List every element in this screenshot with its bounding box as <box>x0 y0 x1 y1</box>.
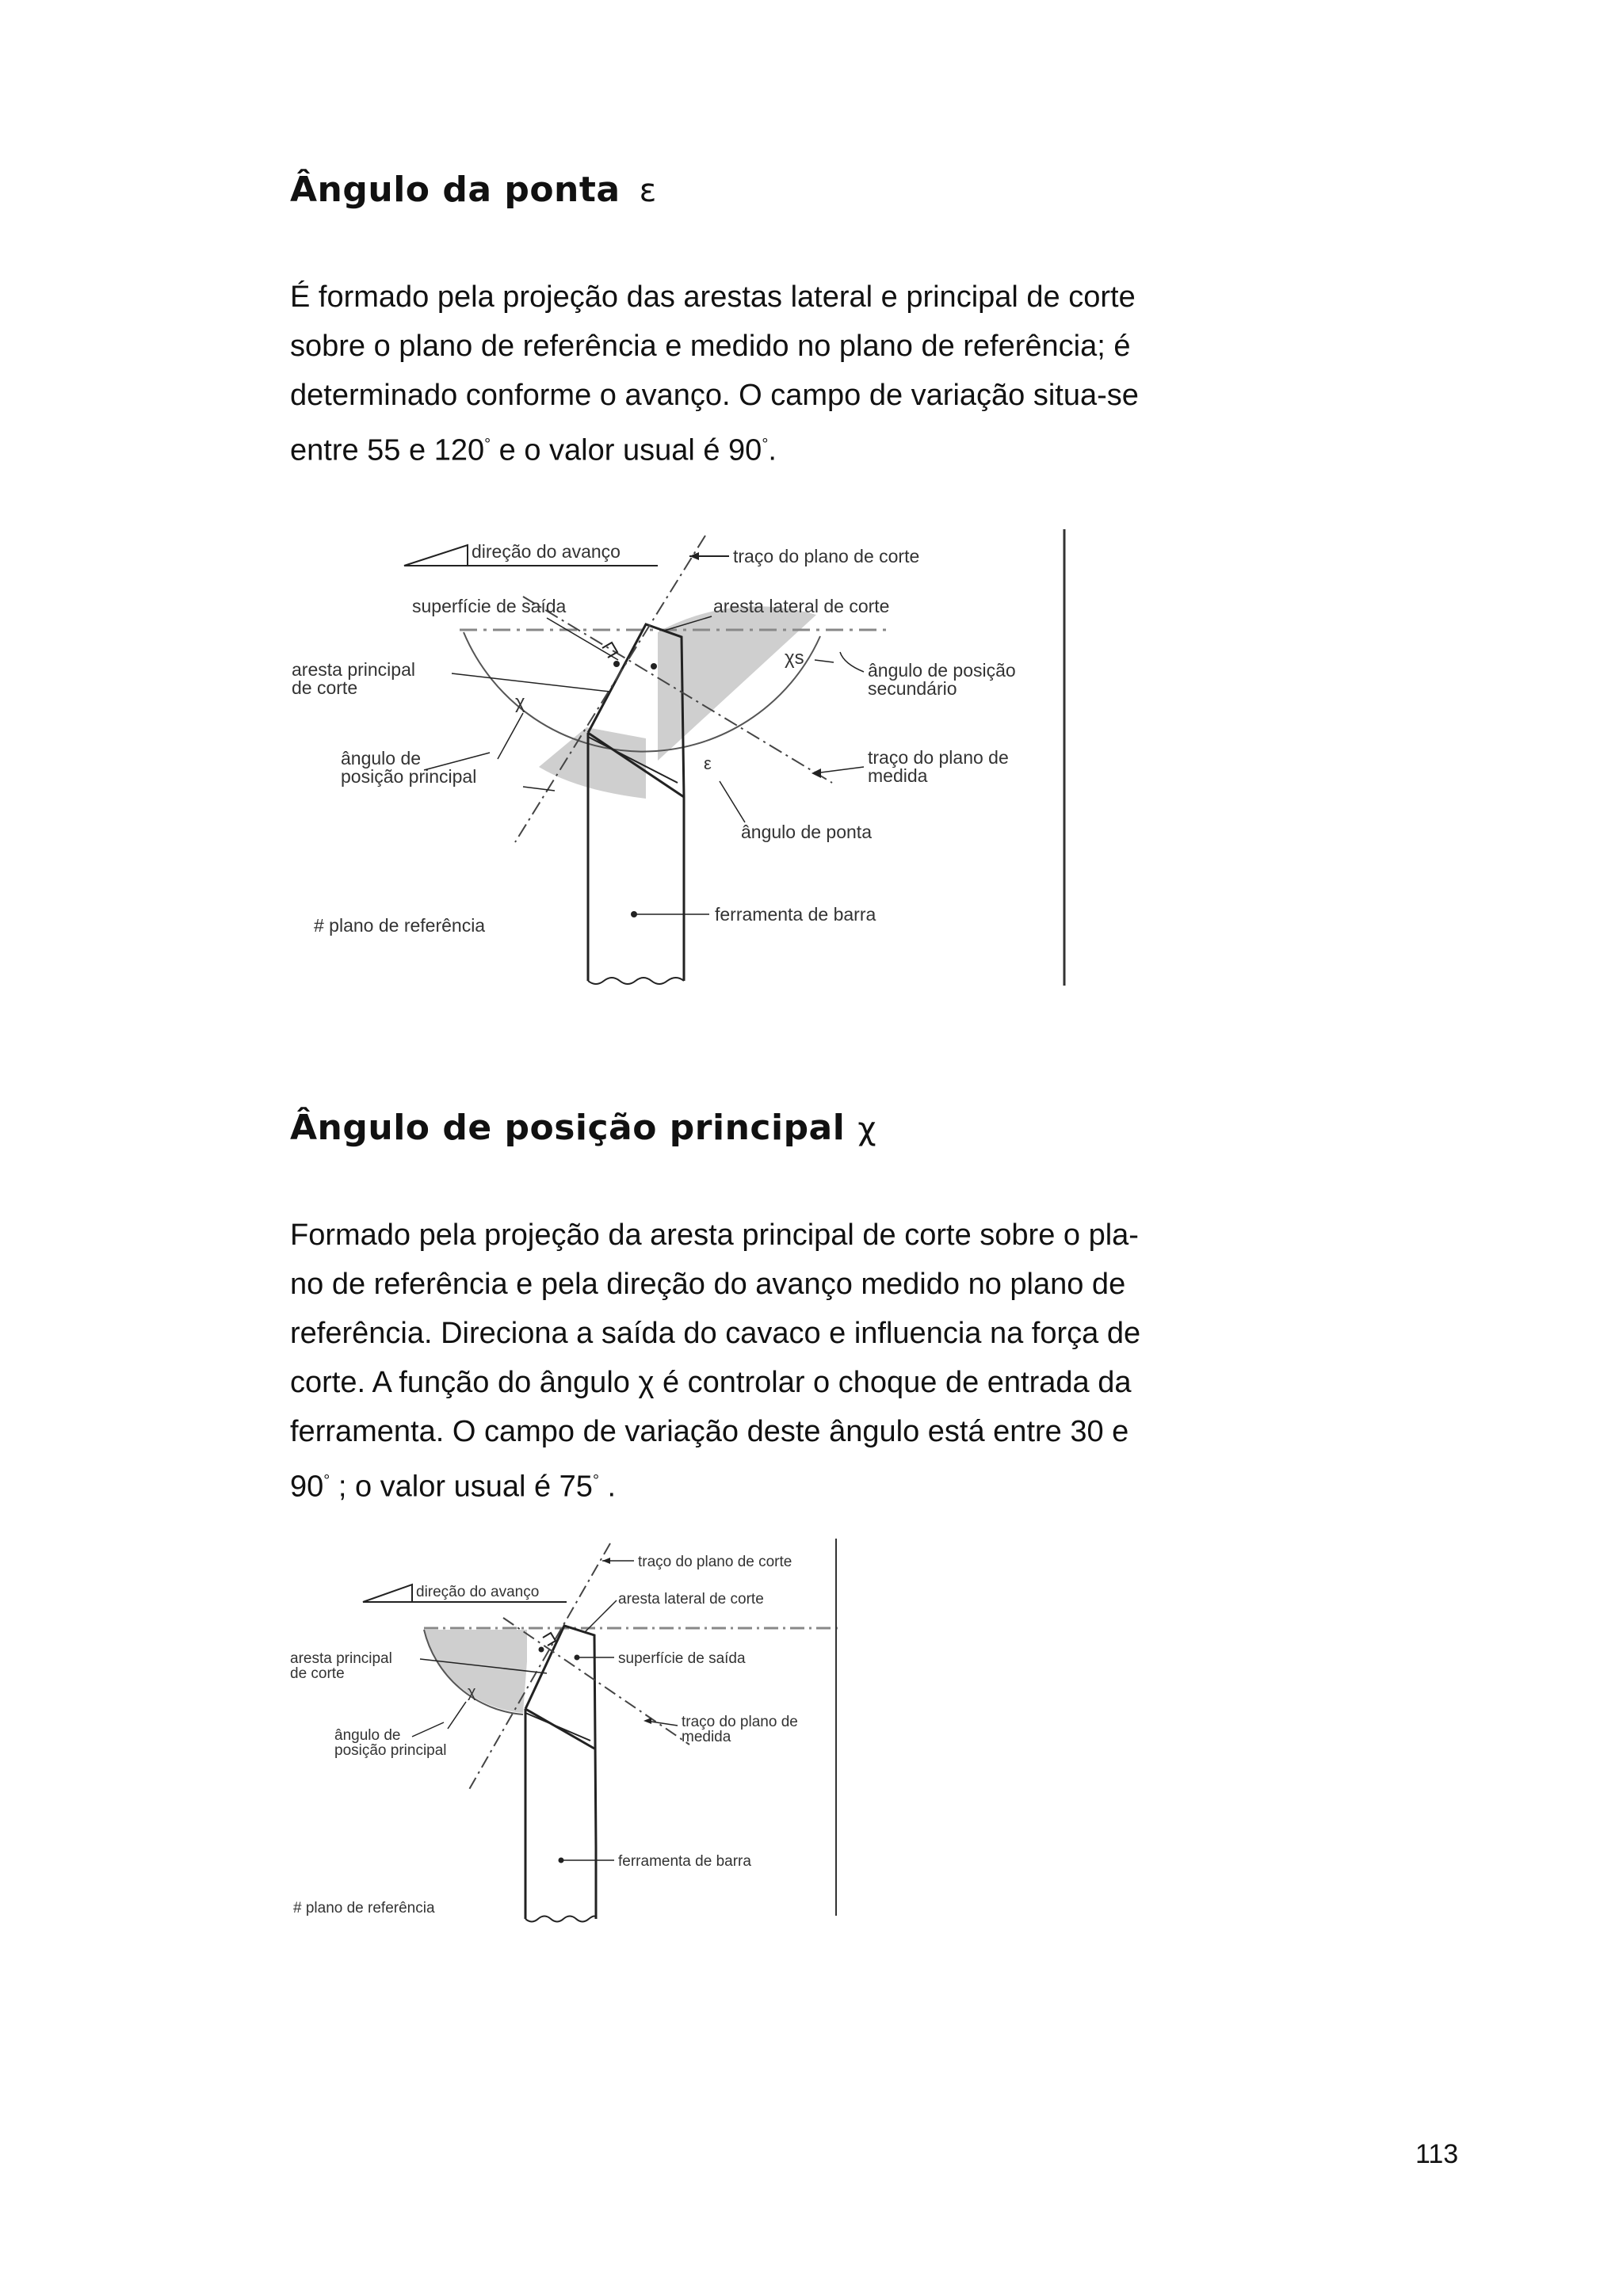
paragraph-line: determinado conforme o avanço. O campo de variação situa-se <box>290 379 1139 412</box>
break-line <box>588 978 684 984</box>
degree-mark: ° <box>762 436 769 453</box>
section-1-title <box>290 170 657 210</box>
label-principal-angle-2: posição principal <box>341 766 477 787</box>
paragraph-line: sobre o plano de referência e medido no plano de referência; é <box>290 330 1131 363</box>
main-cutting-edge <box>525 1709 594 1749</box>
label-main-edge-2: de corte <box>290 1665 345 1682</box>
label-rake-face: superfície de saída <box>412 596 567 616</box>
label-principal-angle: ângulo de <box>341 748 422 769</box>
paragraph-line: entre 55 e 120° e o valor usual é 90°. <box>290 433 777 467</box>
label-main-edge: aresta principal <box>292 659 415 680</box>
label-main-edge: aresta principal <box>290 1650 392 1667</box>
paragraph-line: Formado pela projeção da aresta principal de corte sobre o pla- <box>290 1219 1139 1252</box>
paragraph-line: referência. Direciona a saída do cavaco e influencia na força de <box>290 1317 1141 1350</box>
label-chi: χ <box>468 1684 476 1701</box>
paragraph-line: 90° ; o valor usual é 75° . <box>290 1470 617 1504</box>
section-2-title <box>290 1108 876 1148</box>
label-principal-angle: ângulo de <box>334 1727 401 1744</box>
section-1-title-text: Ângulo da ponta <box>290 170 621 210</box>
label-secondary-angle-2: secundário <box>868 678 957 699</box>
label-tip-angle: ângulo de ponta <box>741 822 872 842</box>
degree-mark: ° <box>484 436 491 453</box>
paragraph-line: corte. A função do ângulo χ é controlar o choque de entrada da <box>290 1366 1132 1399</box>
feed-direction-arrow <box>363 1585 412 1602</box>
paragraph-line: É formado pela projeção das arestas lateral e principal de corte <box>290 280 1136 314</box>
section-2-title-text: Ângulo de posição principal <box>290 1108 846 1148</box>
principal-position-angle-diagram <box>285 1539 856 1935</box>
tip-angle-diagram <box>285 529 1078 997</box>
page-number: 113 <box>1415 2139 1459 2169</box>
label-lateral-edge: aresta lateral de corte <box>713 596 890 616</box>
paragraph-line: ferramenta. O campo de variação deste ângulo está entre 30 e <box>290 1415 1129 1448</box>
feed-direction-arrow <box>404 545 468 566</box>
degree-mark: ° <box>592 1472 599 1489</box>
principal-angle-shade <box>539 727 646 799</box>
label-secondary-angle: ângulo de posição <box>868 660 1016 681</box>
label-bar-tool: ferramenta de barra <box>618 1853 751 1870</box>
label-feed-direction: direção do avanço <box>472 541 621 562</box>
label-rake-face: superfície de saída <box>618 1650 746 1667</box>
epsilon-symbol: ε <box>639 173 657 209</box>
label-principal-angle-2: posição principal <box>334 1742 447 1759</box>
tool-outline <box>525 1626 596 1919</box>
label-cutting-plane-trace: traço do plano de corte <box>638 1554 792 1570</box>
label-measure-plane: traço do plano de <box>868 747 1009 768</box>
label-chi: χ <box>515 692 525 713</box>
label-measure-plane-2: medida <box>868 765 928 786</box>
label-feed-direction: direção do avanço <box>416 1584 540 1600</box>
label-reference-plane: # plano de referência <box>314 915 486 936</box>
degree-mark: ° <box>323 1472 330 1489</box>
label-epsilon: ε <box>704 753 712 773</box>
label-lateral-edge: aresta lateral de corte <box>618 1591 764 1608</box>
right-angle-mark <box>543 1633 556 1646</box>
label-reference-plane: # plano de referência <box>293 1900 435 1917</box>
label-chi-s: χs <box>785 647 804 669</box>
section-1-paragraph <box>290 273 1139 475</box>
label-measure-plane: traço do plano de <box>682 1714 798 1730</box>
section-2-paragraph <box>290 1211 1140 1512</box>
label-main-edge-2: de corte <box>292 677 358 698</box>
label-measure-plane-2: medida <box>682 1729 731 1745</box>
paragraph-line: no de referência e pela direção do avanço medido no plano de <box>290 1268 1126 1301</box>
label-bar-tool: ferramenta de barra <box>715 904 876 925</box>
chi-symbol: χ <box>857 1111 876 1147</box>
label-cutting-plane-trace: traço do plano de corte <box>733 546 920 566</box>
